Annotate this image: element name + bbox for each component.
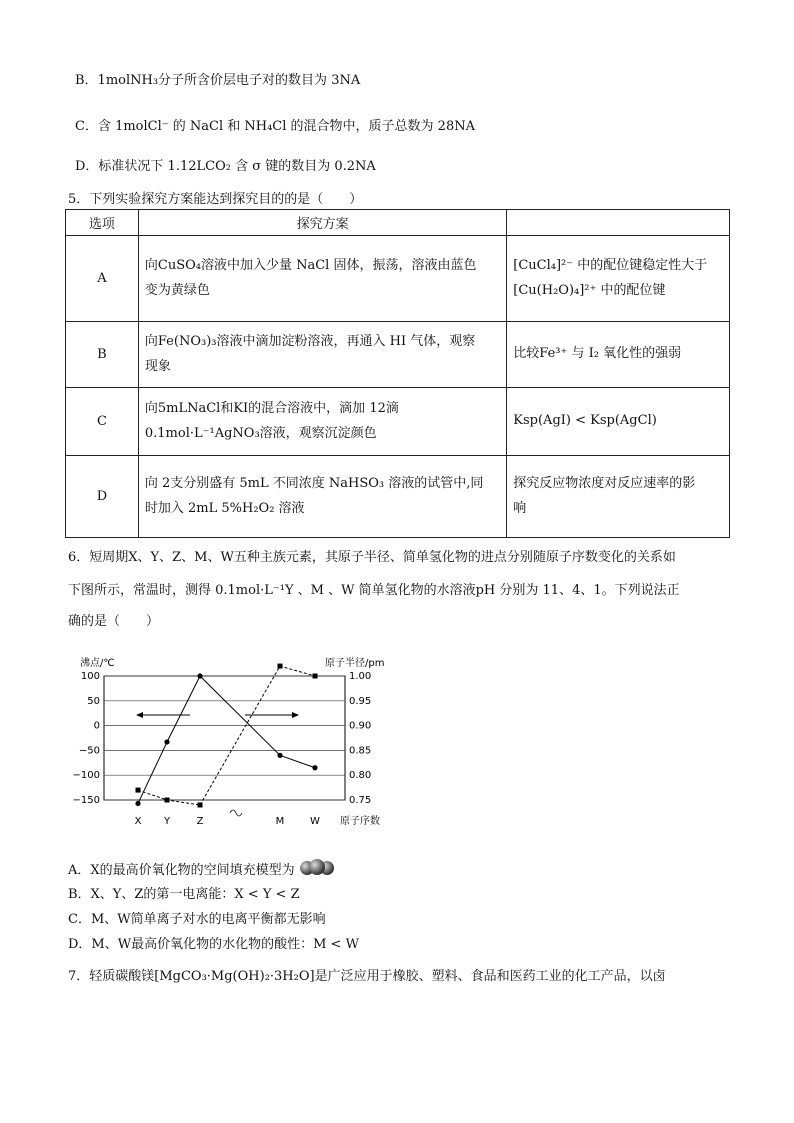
q6-option-b: B．X、Y、Z的第一电离能：X < Y < Z xyxy=(68,887,300,902)
right-tick-label: 0.95 xyxy=(349,695,372,707)
data-point xyxy=(312,765,317,770)
data-point xyxy=(165,798,170,803)
series-line xyxy=(200,666,315,805)
left-tick-label: 50 xyxy=(87,695,100,707)
series-line xyxy=(138,676,315,803)
row-option: B xyxy=(66,322,139,388)
table-row xyxy=(66,236,730,322)
data-point xyxy=(278,664,283,669)
data-point xyxy=(136,788,141,793)
table-row xyxy=(66,456,730,538)
x-tick-label: Z xyxy=(196,816,204,827)
axis-break xyxy=(230,810,242,816)
row-goal: Ksp(AgI) < Ksp(AgCl) xyxy=(507,388,730,456)
right-tick-label: 0.75 xyxy=(349,795,372,806)
x-tick-label: X xyxy=(134,816,142,827)
left-tick-label: −100 xyxy=(72,770,100,782)
q6-option-d: D．M、W最高价氧化物的水化物的酸性：M < W xyxy=(68,937,359,952)
header-goal xyxy=(507,210,730,236)
q5-table xyxy=(65,209,730,538)
right-axis-label: 原子半径/pm xyxy=(325,658,385,669)
data-point xyxy=(135,801,140,806)
row-plan: 向Fe(NO₃)₃溶液中滴加淀粉溶液，再通入 HI 气体，观察 现象 xyxy=(138,322,506,388)
row-option: A xyxy=(66,236,139,322)
table-row xyxy=(66,388,730,456)
right-tick-label: 0.80 xyxy=(349,770,372,782)
x-axis-label: 原子序数 xyxy=(340,816,380,827)
x-tick-label: Y xyxy=(163,816,171,827)
q4-option-b: B．1molNH₃分子所含价层电子对的数目为 3NA xyxy=(75,73,361,88)
row-plan: 向 2支分别盛有 5mL 不同浓度 NaHSO₃ 溶液的试管中,同 时加入 2mL 5%H₂O₂ 溶液 xyxy=(138,456,506,538)
x-tick-label: M xyxy=(275,816,285,827)
q5-stem: 5．下列实验探究方案能达到探究目的的是（ ） xyxy=(68,192,363,207)
left-tick-label: 0 xyxy=(93,720,100,732)
q6-stem-line1: 6．短周期X、Y、Z、M、W五种主族元素，其原子半径、简单氢化物的进点分别随原子序数变化的关系如 xyxy=(68,550,676,565)
q7-stem: 7．轻质碳酸镁[MgCO₃·Mg(OH)₂·3H₂O]是广泛应用于橡胶、塑料、食品和医药工业的化工产品，以卤 xyxy=(68,969,666,984)
row-goal: 探究反应物浓度对反应速率的影 响 xyxy=(507,456,730,538)
right-tick-label: 1.00 xyxy=(349,671,372,682)
data-point xyxy=(197,673,202,678)
left-tick-label: 100 xyxy=(80,671,100,682)
row-option: D xyxy=(66,456,139,538)
q6-stem-line2: 下图所示，常温时，测得 0.1mol·L⁻¹Y 、M 、W 简单氢化物的水溶液pH 分别为 11、4、1。下列说法正 xyxy=(68,583,680,598)
right-tick-label: 0.85 xyxy=(349,745,372,757)
row-goal: [CuCl₄]²⁻ 中的配位键稳定性大于 [Cu(H₂O)₄]²⁺ 中的配位键 xyxy=(507,236,730,322)
row-option: C xyxy=(66,388,139,456)
data-point xyxy=(313,674,318,679)
q6-option-a: A．X的最高价氧化物的空间填充模型为 xyxy=(68,856,335,878)
row-plan: 向5mLNaCl和KI的混合溶液中，滴加 12滴 0.1mol·L⁻¹AgNO₃溶液，观察沉淀颜色 xyxy=(138,388,506,456)
q6-stem-line3: 确的是（ ） xyxy=(68,614,160,629)
boiling-point-radius-chart xyxy=(70,650,400,835)
left-axis-label: 沸点/℃ xyxy=(80,658,115,669)
data-point xyxy=(198,802,203,807)
left-tick-label: −50 xyxy=(78,745,100,757)
header-option: 选项 xyxy=(66,210,139,236)
row-goal: 比较Fe³⁺ 与 I₂ 氧化性的强弱 xyxy=(507,322,730,388)
header-plan: 探究方案 xyxy=(138,210,506,236)
q4-option-d: D．标准状况下 1.12LCO₂ 含 σ 键的数目为 0.2NA xyxy=(75,159,376,174)
data-point xyxy=(277,753,282,758)
row-plan: 向CuSO₄溶液中加入少量 NaCl 固体，振荡，溶液由蓝色 变为黄绿色 xyxy=(138,236,506,322)
right-tick-label: 0.90 xyxy=(349,720,372,732)
q6-option-c: C．M、W简单离子对水的电离平衡都无影响 xyxy=(68,912,326,927)
data-point xyxy=(164,739,169,744)
plot-frame xyxy=(104,676,345,800)
q4-option-c: C．含 1molCl⁻ 的 NaCl 和 NH₄Cl 的混合物中，质子总数为 28NA xyxy=(75,119,475,134)
left-tick-label: −150 xyxy=(72,795,100,806)
table-row xyxy=(66,322,730,388)
x-tick-label: W xyxy=(310,816,320,827)
co2-space-filling-model-icon xyxy=(299,856,335,878)
